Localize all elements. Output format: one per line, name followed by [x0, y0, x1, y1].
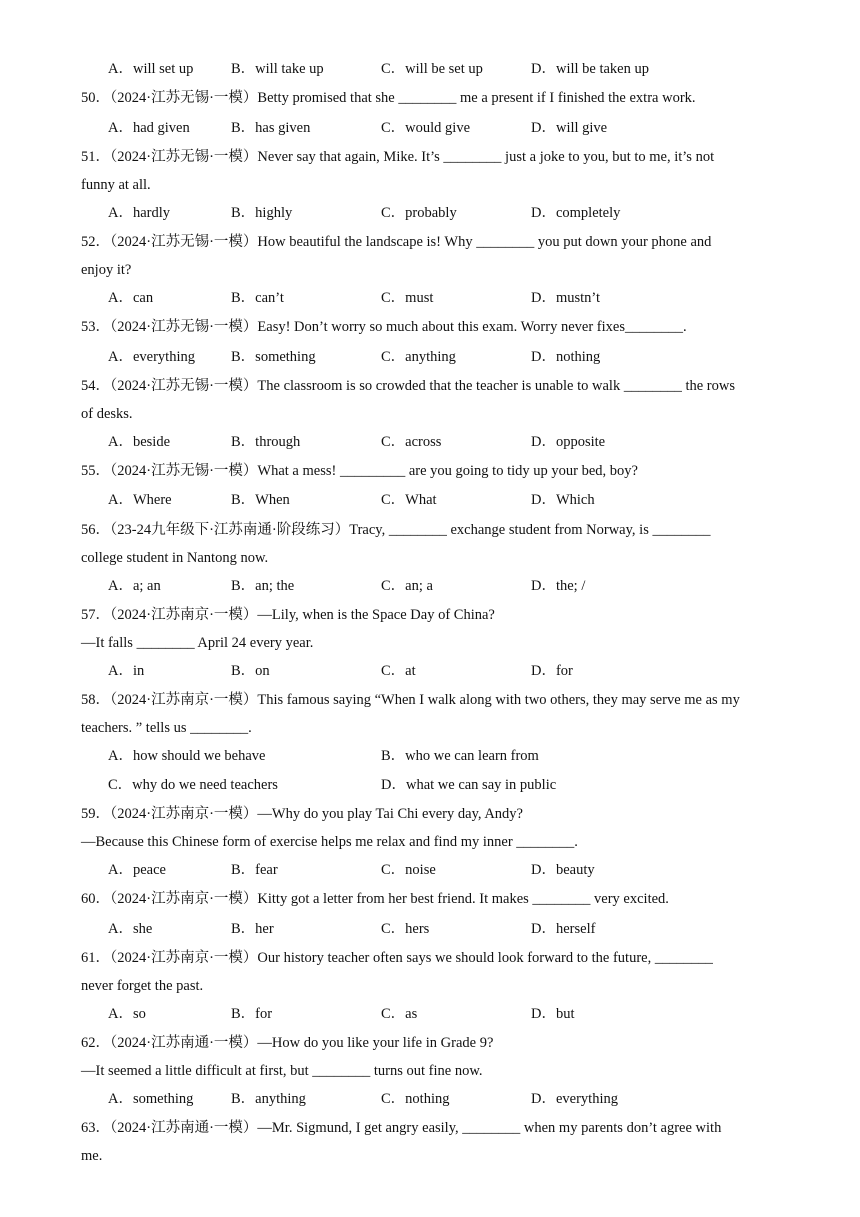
option-b: B．who we can learn from — [381, 748, 539, 764]
option-a: A．will set up — [108, 61, 194, 77]
question-stem-line: 55．（2024·江苏无锡·一模）What a mess! _________ are you going to tidy up your bed, boy? — [81, 463, 638, 479]
option-b: B．will take up — [231, 61, 324, 77]
option-d: D．but — [531, 1006, 575, 1022]
option-d: D．Which — [531, 492, 595, 508]
option-c: C．why do we need teachers — [108, 777, 278, 793]
option-d: D．will give — [531, 120, 608, 136]
option-c: C．must — [381, 290, 434, 306]
option-c: C．an; a — [381, 578, 433, 594]
option-a: A．hardly — [108, 205, 171, 221]
option-d: D．what we can say in public — [381, 777, 557, 793]
option-b: B．fear — [231, 862, 278, 878]
question-stem-line: —It falls ________ April 24 every year. — [81, 635, 314, 651]
option-b: B．anything — [231, 1091, 306, 1107]
question-stem-line: 59．（2024·江苏南京·一模）—Why do you play Tai Chi every day, Andy? — [81, 806, 523, 822]
option-a: A．a; an — [108, 578, 161, 594]
option-b: B．has given — [231, 120, 311, 136]
question-stem-line: 56．（23-24九年级下·江苏南通·阶段练习）Tracy, ________ exchange student from Norway, is ________ — [81, 522, 711, 538]
option-a: A．everything — [108, 349, 195, 365]
option-a: A．had given — [108, 120, 190, 136]
option-a: A．something — [108, 1091, 194, 1107]
option-b: B．on — [231, 663, 270, 679]
option-a: A．she — [108, 921, 153, 937]
question-stem-line: teachers. ” tells us ________. — [81, 720, 252, 736]
question-stem-line: 61．（2024·江苏南京·一模）Our history teacher often says we should look forward to the future, ________ — [81, 950, 713, 966]
option-c: C．What — [381, 492, 437, 508]
option-d: D．mustn’t — [531, 290, 601, 306]
option-a: A．can — [108, 290, 154, 306]
question-stem-line: 54．（2024·江苏无锡·一模）The classroom is so crowded that the teacher is unable to walk ________ the rows — [81, 378, 735, 394]
option-d: D．opposite — [531, 434, 606, 450]
question-stem-line: funny at all. — [81, 177, 151, 193]
option-b: B．can’t — [231, 290, 284, 306]
question-stem-line: college student in Nantong now. — [81, 550, 269, 566]
question-stem-line: 63．（2024·江苏南通·一模）—Mr. Sigmund, I get angry easily, ________ when my parents don’t agree with — [81, 1120, 722, 1136]
option-c: C．anything — [381, 349, 456, 365]
option-c: C．across — [381, 434, 442, 450]
option-d: D．the; / — [531, 578, 586, 594]
option-b: B．highly — [231, 205, 293, 221]
option-d: D．beauty — [531, 862, 595, 878]
question-stem-line: enjoy it? — [81, 262, 132, 278]
option-d: D．nothing — [531, 349, 601, 365]
option-b: B．an; the — [231, 578, 295, 594]
option-a: A．beside — [108, 434, 171, 450]
option-d: D．everything — [531, 1091, 618, 1107]
question-stem-line: —It seemed a little difficult at first, but ________ turns out fine now. — [81, 1063, 483, 1079]
option-a: A．so — [108, 1006, 146, 1022]
option-d: D．for — [531, 663, 573, 679]
option-a: A．how should we behave — [108, 748, 266, 764]
option-b: B．something — [231, 349, 316, 365]
option-c: C．would give — [381, 120, 471, 136]
option-a: A．Where — [108, 492, 172, 508]
question-stem-line: —Because this Chinese form of exercise helps me relax and find my inner ________. — [81, 834, 578, 850]
question-stem-line: of desks. — [81, 406, 133, 422]
option-d: D．herself — [531, 921, 596, 937]
option-a: A．peace — [108, 862, 166, 878]
question-stem-line: 57．（2024·江苏南京·一模）—Lily, when is the Space Day of China? — [81, 607, 495, 623]
option-d: D．completely — [531, 205, 621, 221]
option-c: C．probably — [381, 205, 457, 221]
question-stem-line: 60．（2024·江苏南京·一模）Kitty got a letter from her best friend. It makes ________ very excited. — [81, 891, 669, 907]
question-stem-line: 52．（2024·江苏无锡·一模）How beautiful the landscape is! Why ________ you put down your phone and — [81, 234, 712, 250]
option-c: C．noise — [381, 862, 436, 878]
question-stem-line: 50．（2024·江苏无锡·一模）Betty promised that she ________ me a present if I finished the extra work. — [81, 90, 696, 106]
question-stem-line: 51．（2024·江苏无锡·一模）Never say that again, Mike. It’s ________ just a joke to you, but to me, it’s not — [81, 149, 715, 165]
option-b: B．for — [231, 1006, 273, 1022]
option-b: B．When — [231, 492, 290, 508]
option-c: C．as — [381, 1006, 418, 1022]
option-c: C．will be set up — [381, 61, 483, 77]
question-stem-line: 58．（2024·江苏南京·一模）This famous saying “When I walk along with two others, they may serve me as my — [81, 692, 740, 708]
option-b: B．her — [231, 921, 274, 937]
option-d: D．will be taken up — [531, 61, 649, 77]
question-stem-line: 62．（2024·江苏南通·一模）—How do you like your life in Grade 9? — [81, 1035, 494, 1051]
option-c: C．hers — [381, 921, 430, 937]
option-a: A．in — [108, 663, 145, 679]
question-stem-line: me. — [81, 1148, 103, 1164]
option-b: B．through — [231, 434, 301, 450]
option-c: C．at — [381, 663, 416, 679]
question-stem-line: never forget the past. — [81, 978, 204, 994]
question-stem-line: 53．（2024·江苏无锡·一模）Easy! Don’t worry so much about this exam. Worry never fixes________. — [81, 319, 687, 335]
option-c: C．nothing — [381, 1091, 450, 1107]
